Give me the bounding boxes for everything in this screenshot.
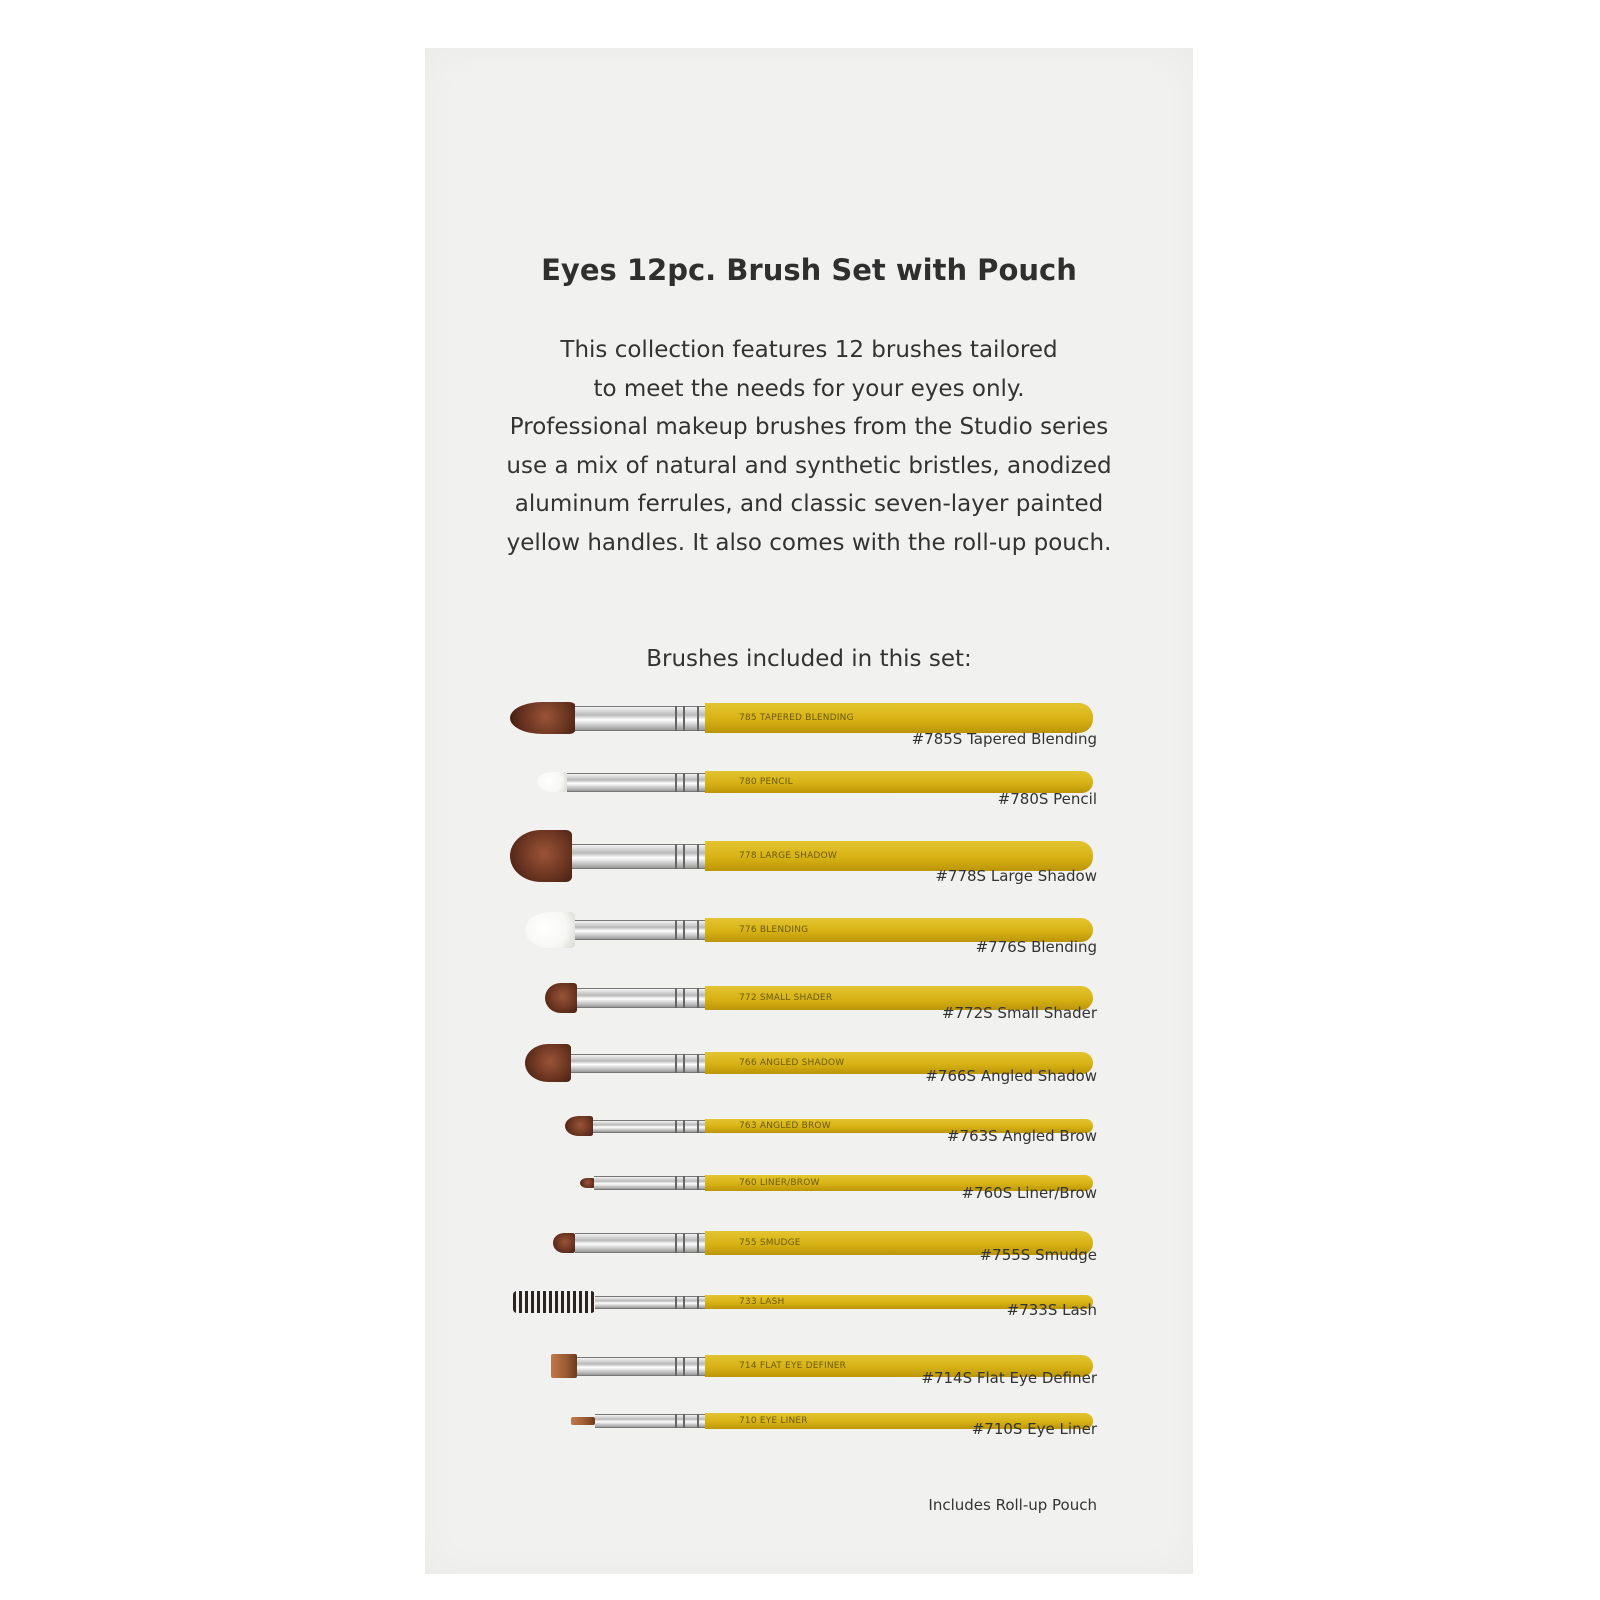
brush-label: #780S Pencil — [997, 790, 1097, 808]
product-card — [425, 48, 1193, 1574]
brushes-subheading: Brushes included in this set: — [646, 646, 972, 672]
description-line: This collection features 12 brushes tailored — [560, 337, 1058, 363]
brush-handle-text: 776 BLENDING — [739, 925, 809, 935]
brush-handle-text: 785 TAPERED BLENDING — [739, 713, 854, 723]
brush-label: #755S Smudge — [979, 1246, 1097, 1264]
brush-handle-text: 714 FLAT EYE DEFINER — [739, 1361, 847, 1371]
description-line: to meet the needs for your eyes only. — [593, 375, 1025, 402]
brush-handle-text: 760 LINER/BROW — [739, 1178, 820, 1188]
description-line: aluminum ferrules, and classic seven-layer painted — [514, 491, 1104, 517]
pouch-note: Includes Roll-up Pouch — [928, 1496, 1097, 1514]
brush-label: #760S Liner/Brow — [961, 1184, 1097, 1202]
description-line: yellow handles. It also comes with the roll-up pouch. — [506, 529, 1112, 556]
brush-handle-text: 755 SMUDGE — [739, 1238, 801, 1248]
brush-label: #766S Angled Shadow — [925, 1067, 1097, 1085]
brush-label: #785S Tapered Blending — [911, 730, 1097, 748]
brush-label: #733S Lash — [1006, 1301, 1097, 1319]
brush-handle-text: 772 SMALL SHADER — [739, 993, 833, 1003]
brush-handle-text: 778 LARGE SHADOW — [739, 851, 837, 861]
description-line: Professional makeup brushes from the Studio series — [509, 414, 1109, 440]
brush-label: #778S Large Shadow — [935, 867, 1097, 885]
brush-label: #763S Angled Brow — [946, 1127, 1097, 1145]
description-line: use a mix of natural and synthetic bristles, anodized — [506, 452, 1112, 479]
brush-handle-text: 780 PENCIL — [739, 777, 793, 787]
brush-label: #772S Small Shader — [941, 1004, 1097, 1022]
product-title: Eyes 12pc. Brush Set with Pouch — [541, 253, 1077, 287]
brush-handle-text: 763 ANGLED BROW — [739, 1121, 831, 1131]
brush-handle-text: 766 ANGLED SHADOW — [739, 1058, 845, 1068]
brush-handle-text: 710 EYE LINER — [739, 1416, 808, 1426]
brush-handle-text: 733 LASH — [739, 1297, 785, 1307]
brush-label: #714S Flat Eye Definer — [921, 1369, 1097, 1387]
brush-label: #710S Eye Liner — [971, 1420, 1097, 1438]
brush-label: #776S Blending — [975, 938, 1097, 956]
brush-labels — [425, 48, 1097, 1574]
